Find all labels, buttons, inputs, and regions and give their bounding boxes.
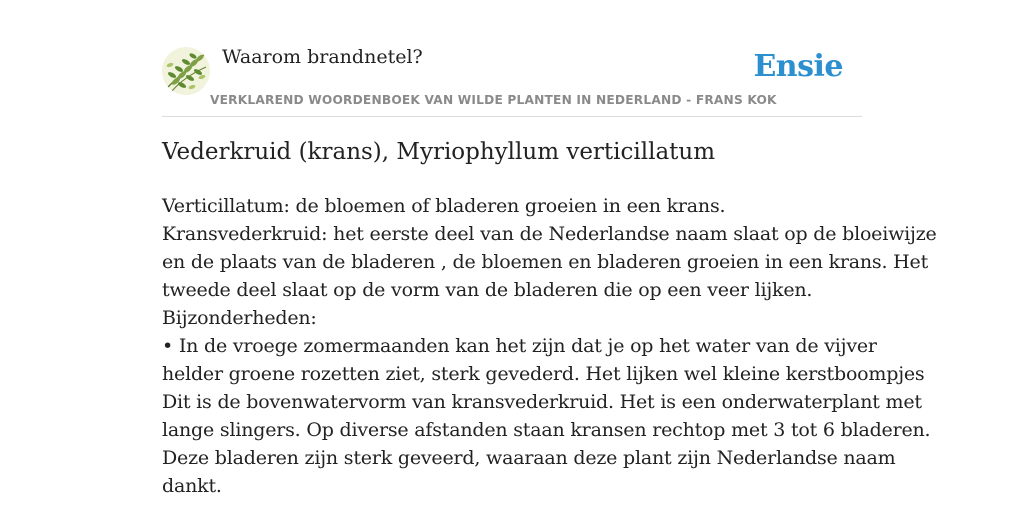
body-line: en de plaats van de bladeren , de bloemen en bladeren groeien in een krans. Het (162, 251, 929, 273)
ensie-logo-link[interactable]: Ensie (753, 49, 843, 84)
body-line: lange slingers. Op diverse afstanden staan kransen rechtop met 3 tot 6 bladeren. (162, 419, 931, 441)
body-line: dankt. (162, 475, 222, 497)
body-line: Deze bladeren zijn sterk geveerd, waaraan deze plant zijn Nederlandse naam (162, 447, 896, 469)
entry-title: Vederkruid (krans), Myriophyllum verticillatum (162, 139, 716, 165)
source-dictionary[interactable]: VERKLAREND WOORDENBOEK VAN WILDE PLANTEN IN NEDERLAND - FRANS KOK (210, 93, 777, 107)
leaf-illustration-icon[interactable] (162, 47, 210, 95)
header (162, 44, 862, 117)
body-line: Bijzonderheden: (162, 307, 317, 329)
body-line: helder groene rozetten ziet, sterk gevederd. Het lijken wel kleine kerstboompjes (162, 363, 925, 385)
body-line: Kransvederkruid: het eerste deel van de Nederlandse naam slaat op de bloeiwijze (162, 223, 937, 245)
entry-body (162, 192, 937, 500)
body-line: Dit is de bovenwatervorm van kransvederkruid. Het is een onderwaterplant met (162, 391, 922, 413)
body-line: tweede deel slaat op de vorm van de bladeren die op een veer lijken. (162, 279, 813, 301)
question-title[interactable]: Waarom brandnetel? (222, 46, 423, 68)
body-line: • In de vroege zomermaanden kan het zijn dat je op het water van de vijver (162, 335, 877, 357)
body-line: Verticillatum: de bloemen of bladeren groeien in een krans. (162, 195, 726, 217)
